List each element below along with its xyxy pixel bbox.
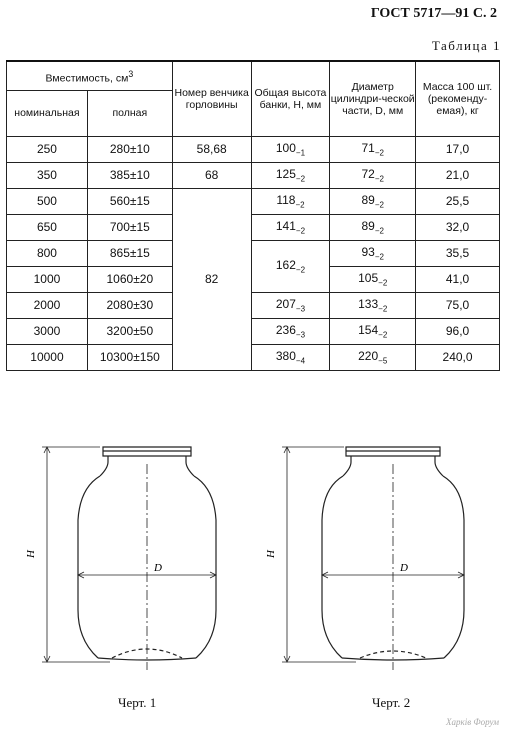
cell-diameter-tol: −5 [378, 356, 388, 366]
cell-diameter-tol: −2 [374, 200, 384, 210]
cell-full: 1060±20 [87, 266, 172, 292]
cell-diameter-value: 93 [361, 244, 375, 259]
cell-diameter-tol: −2 [374, 148, 384, 158]
cell-diameter [330, 292, 416, 318]
cell-mass: 240,0 [416, 344, 500, 370]
cell-height-merged-tol: −2 [295, 265, 306, 275]
cell-neck-merged: 82 [172, 188, 251, 370]
cell-height [251, 188, 330, 214]
cell-diameter-value: 154 [358, 322, 379, 337]
table-row [7, 214, 500, 240]
cell-diameter-tol: −2 [378, 330, 388, 340]
cell-nominal: 10000 [7, 344, 88, 370]
document-header: ГОСТ 5717—91 С. 2 [370, 6, 497, 21]
header-full: полная [87, 90, 172, 136]
cell-mass: 41,0 [416, 266, 500, 292]
cell-neck: 68 [172, 162, 251, 188]
jar-drawing-1 [20, 440, 250, 675]
cell-diameter-value: 71 [361, 140, 375, 155]
cell-diameter-tol: −2 [374, 226, 384, 236]
cell-mass: 32,0 [416, 214, 500, 240]
header-mass: Масса 100 шт. (рекоменду-емая), кг [416, 61, 500, 136]
table-row [7, 344, 500, 370]
cell-diameter [330, 240, 416, 266]
caption-figure-1: Черт. 1 [118, 695, 157, 710]
cell-height-merged [251, 240, 330, 292]
cell-diameter-tol: −2 [374, 174, 384, 184]
cell-full: 560±15 [87, 188, 172, 214]
cell-mass: 96,0 [416, 318, 500, 344]
header-capacity-sup: 3 [128, 68, 134, 79]
cell-diameter [330, 136, 416, 162]
cell-nominal: 350 [7, 162, 88, 188]
cell-mass: 75,0 [416, 292, 500, 318]
cell-diameter-value: 72 [361, 166, 375, 181]
cell-nominal: 800 [7, 240, 88, 266]
cell-height [251, 214, 330, 240]
cell-nominal: 250 [7, 136, 88, 162]
cell-height [251, 136, 330, 162]
cell-nominal: 500 [7, 188, 88, 214]
cell-nominal: 1000 [7, 266, 88, 292]
caption-figure-2: Черт. 2 [372, 695, 411, 710]
table-row [7, 162, 500, 188]
table-row [7, 318, 500, 344]
cell-diameter [330, 318, 416, 344]
cell-mass: 17,0 [416, 136, 500, 162]
cell-diameter-value: 105 [358, 270, 379, 285]
cell-diameter-tol: −2 [378, 278, 388, 288]
dimensions-table [6, 60, 500, 371]
cell-height-value: 125 [275, 166, 296, 181]
cell-height [251, 292, 330, 318]
cell-nominal: 2000 [7, 292, 88, 318]
cell-diameter [330, 188, 416, 214]
cell-height-tol: −2 [295, 174, 306, 184]
cell-nominal: 650 [7, 214, 88, 240]
cell-height-merged-value: 162 [275, 257, 296, 272]
cell-full: 3200±50 [87, 318, 172, 344]
cell-height-tol: −2 [295, 200, 305, 210]
cell-diameter-value: 220 [358, 348, 379, 363]
cell-height [251, 344, 330, 370]
cell-height-tol: −2 [295, 226, 306, 236]
cell-diameter-value: 89 [361, 192, 375, 207]
cell-mass: 35,5 [416, 240, 500, 266]
cell-height-value: 141 [275, 218, 296, 233]
jar-drawing-2 [260, 440, 490, 675]
table-row [7, 136, 500, 162]
table-row [7, 292, 500, 318]
header-diameter: Диаметр цилиндри-ческой части, D, мм [330, 61, 416, 136]
cell-mass: 21,0 [416, 162, 500, 188]
label-h-2: H [265, 550, 277, 558]
cell-full: 280±10 [87, 136, 172, 162]
cell-height-tol: −3 [295, 304, 306, 314]
cell-nominal: 3000 [7, 318, 88, 344]
cell-height-value: 380 [275, 348, 296, 363]
cell-height-value: 236 [275, 322, 296, 337]
label-d-1: D [154, 562, 162, 574]
cell-diameter-tol: −2 [378, 304, 388, 314]
cell-diameter [330, 162, 416, 188]
header-neck: Номер венчика горловины [172, 61, 251, 136]
cell-height-value: 118 [276, 192, 296, 207]
cell-diameter-value: 89 [361, 218, 375, 233]
cell-full: 700±15 [87, 214, 172, 240]
watermark: Харків Форум [446, 717, 499, 727]
cell-neck: 58,68 [172, 136, 251, 162]
cell-diameter [330, 214, 416, 240]
cell-height-tol: −4 [295, 356, 306, 366]
cell-height [251, 162, 330, 188]
header-capacity-text: Вместимость, см [45, 72, 129, 84]
table-row [7, 240, 500, 266]
cell-full: 2080±30 [87, 292, 172, 318]
cell-height-value: 207 [275, 296, 296, 311]
table-label: Таблица 1 [431, 38, 501, 53]
cell-full: 10300±150 [87, 344, 172, 370]
cell-height [251, 318, 330, 344]
cell-height-value: 100 [275, 140, 296, 155]
cell-height-tol: −1 [295, 148, 306, 158]
cell-diameter [330, 344, 416, 370]
cell-diameter [330, 266, 416, 292]
cell-diameter-value: 133 [358, 296, 379, 311]
label-h-1: H [25, 550, 37, 558]
cell-mass: 25,5 [416, 188, 500, 214]
cell-diameter-tol: −2 [374, 252, 384, 262]
header-capacity [7, 61, 173, 90]
cell-full: 385±10 [87, 162, 172, 188]
cell-height-tol: −3 [295, 330, 306, 340]
table-row [7, 188, 500, 214]
label-d-2: D [400, 562, 408, 574]
header-height: Общая высота банки, H, мм [251, 61, 330, 136]
cell-full: 865±15 [87, 240, 172, 266]
header-nominal: номинальная [7, 90, 88, 136]
